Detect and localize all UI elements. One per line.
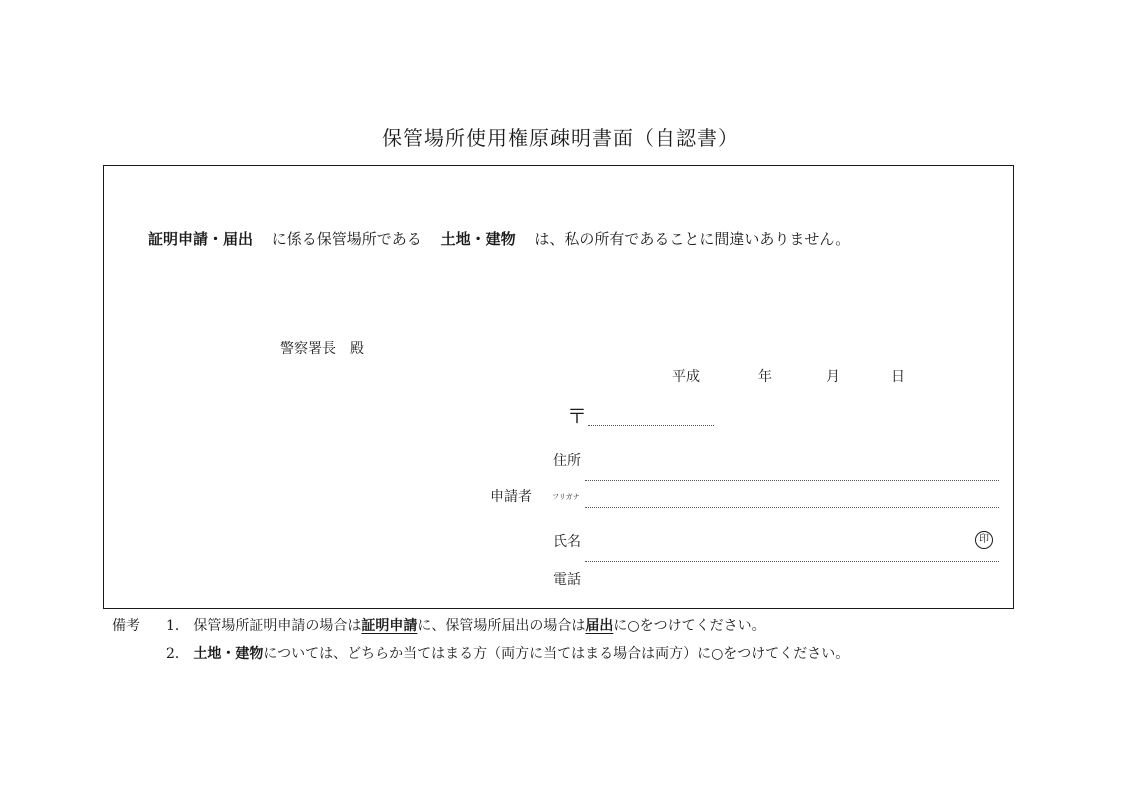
date-year-label: 年 <box>758 369 772 385</box>
phone-label: 電話 <box>553 572 581 588</box>
seal-mark: 印 <box>975 531 993 549</box>
postal-code-field[interactable] <box>588 425 714 426</box>
applicant-label: 申請者 <box>490 489 532 505</box>
remarks-note-1 <box>166 615 766 635</box>
address-label: 住所 <box>553 453 581 469</box>
note-1-emphasis-application: 証明申請 <box>361 618 418 634</box>
name-label: 氏名 <box>553 534 581 550</box>
note-1-text-b: に、保管場所届出の場合は <box>417 618 586 634</box>
address-field[interactable] <box>585 480 999 481</box>
note-2-number: 2． <box>166 646 189 662</box>
date-month-label: 月 <box>826 369 840 385</box>
furigana-field[interactable] <box>585 507 999 508</box>
note-1-text-c: に○をつけてください。 <box>613 618 766 634</box>
statement-application-type[interactable]: 証明申請・届出 <box>148 230 254 248</box>
date-era: 平成 <box>672 369 700 385</box>
statement <box>148 228 850 249</box>
note-1-text-a: 保管場所証明申請の場合は <box>193 618 362 634</box>
statement-text-1: に係る保管場所である <box>271 230 422 248</box>
furigana-label: フリガナ <box>552 493 580 501</box>
postal-mark: 〒 <box>567 404 587 428</box>
remarks-note-2 <box>166 643 849 663</box>
note-2-text: については、どちらか当てはまる方（両方に当てはまる場合は両方）に○をつけてください。 <box>263 646 850 662</box>
date-day-label: 日 <box>891 369 905 385</box>
statement-property-type[interactable]: 土地・建物 <box>440 230 516 248</box>
note-2-emphasis: 土地・建物 <box>193 646 264 662</box>
phone-field[interactable] <box>585 589 999 603</box>
addressee: 警察署長 殿 <box>280 341 364 357</box>
note-1-emphasis-notification: 届出 <box>585 618 614 634</box>
note-1-number: 1． <box>166 618 189 634</box>
name-field[interactable] <box>585 561 999 562</box>
document-title: 保管場所使用権原疎明書面（自認書） <box>382 126 739 150</box>
statement-text-2: は、私の所有であることに間違いありません。 <box>534 230 851 248</box>
remarks-label: 備考 <box>112 618 140 634</box>
